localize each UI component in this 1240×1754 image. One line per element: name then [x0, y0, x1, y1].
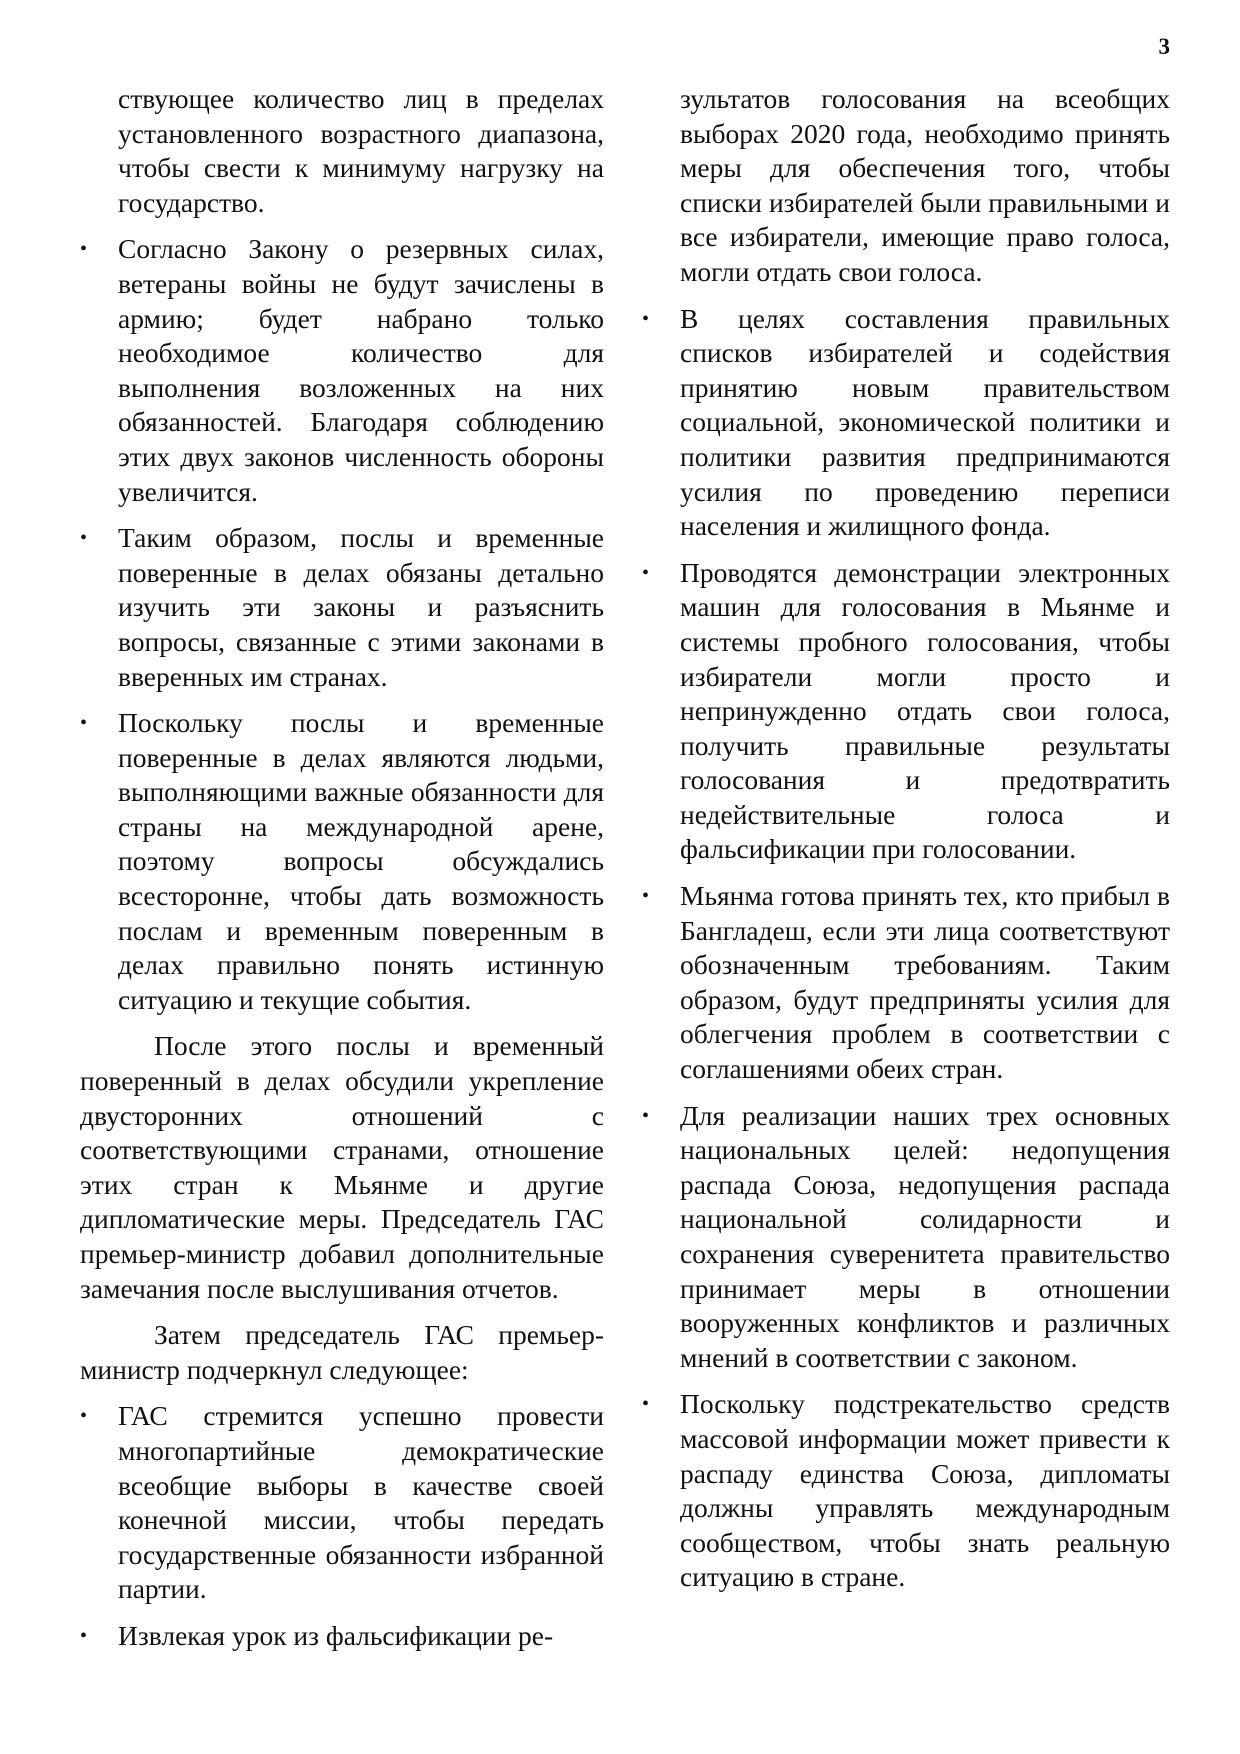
right-column — [642, 82, 1170, 1595]
continued-list-text: ствующее количество лиц в пределах установленного возрастного диапазона, чтобы свести к минимуму нагрузку на государство. — [118, 83, 604, 218]
list-item: • Проводятся демонстрации электронных машин для голосования в Мьянме и системы пробного голосования, чтобы избиратели могли просто и непринужденно отдать свои голоса, получить правильные результаты голосования и предотвратить недействительные голоса и фальсификации при голосовании. — [642, 556, 1170, 867]
list-item: • Согласно Закону о резервных силах, ветераны войны не будут зачислены в армию; будет набрано только необходимое количество для выполнения возложенных на них обязанностей. Благодаря соблюдению этих двух законов численность обороны увеличится. — [80, 232, 604, 509]
continued-list-text: зультатов голосования на всеобщих выборах 2020 года, необходимо принять меры для обеспечения того, чтобы списки избирателей были правильными и все избиратели, имеющие право голоса, могли отдать свои голоса. — [680, 83, 1170, 287]
list-item: • Таким образом, послы и временные поверенные в делах обязаны детально изучить эти законы и разъяснить вопросы, связанные с этими законами в вверенных им странах. — [80, 521, 604, 694]
left-column — [80, 82, 604, 1654]
paragraph: После этого послы и временный поверенный в делах обсудили укрепление двусторонних отношений с соответствующими странами, отношение этих стран к Мьянме и другие дипломатические меры. Председатель ГАС премьер-министр добавил дополнительные замечания после выслушивания отчетов. — [80, 1030, 604, 1304]
list-item: • ГАС стремится успешно провести многопартийные демократические всеобщие выборы в качестве своей конечной миссии, чтобы передать государственные обязанности избранной партии. — [80, 1399, 604, 1607]
page-number: 3 — [1158, 34, 1170, 59]
list-item: • Поскольку послы и временные поверенные в делах являются людьми, выполняющими важные обязанности для страны на международной арене, поэтому вопросы обсуждались всесторонне, чтобы дать возможность послам и временным поверенным в делах правильно понять истинную ситуацию и текущие события. — [80, 706, 604, 1017]
list-item: • Мьянма готова принять тех, кто прибыл в Бангладеш, если эти лица соответствуют обозначенным требованиям. Таким образом, будут предприняты усилия для облегчения проблем в соответствии с соглашениями обеих стран. — [642, 879, 1170, 1087]
paragraph: Затем председатель ГАС премьер-министр подчеркнул следующее: — [80, 1319, 604, 1385]
list-item: • Поскольку подстрекательство средств массовой информации может привести к распаду единства Союза, дипломаты должны управлять международным сообществом, чтобы знать реальную ситуацию в стране. — [642, 1387, 1170, 1595]
list-item: • Извлекая урок из фальсификации ре- — [80, 1619, 604, 1654]
list-item: • В целях составления правильных списков избирателей и содействия принятию новым правительством социальной, экономической политики и политики развития предпринимаются усилия по проведению переписи населения и жилищного фонда. — [642, 302, 1170, 544]
list-item: • Для реализации наших трех основных национальных целей: недопущения распада Союза, недопущения распада национальной солидарности и сохранения суверенитета правительство принимает меры в отношении вооруженных конфликтов и различных мнений в соответствии с законом. — [642, 1099, 1170, 1376]
